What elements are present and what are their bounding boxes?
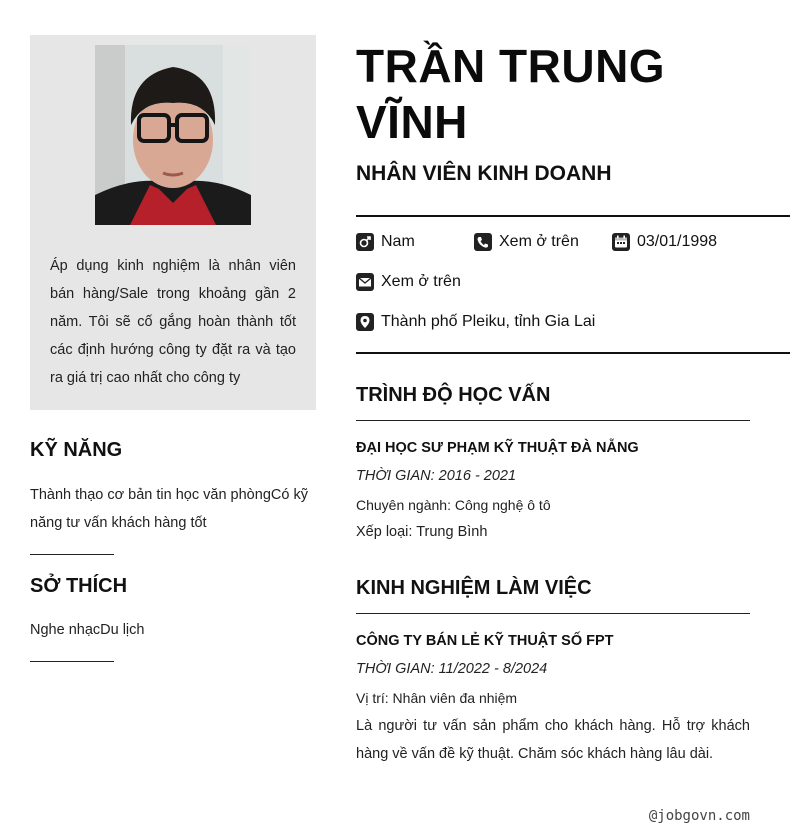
contact-email — [356, 272, 461, 292]
education-title: TRÌNH ĐỘ HỌC VẤN — [356, 384, 551, 406]
hobbies-text: Nghe nhạcDu lịch — [30, 622, 145, 638]
contact-birthday — [612, 232, 717, 252]
divider — [30, 661, 114, 662]
email-value: Xem ở trên — [381, 273, 461, 290]
location-pin-icon — [356, 313, 374, 331]
contact-gender — [356, 232, 415, 252]
divider — [30, 554, 114, 555]
company-name: CÔNG TY BÁN LẺ KỸ THUẬT SỐ FPT — [356, 633, 614, 649]
contact-address — [356, 312, 595, 332]
phone-value: Xem ở trên — [499, 233, 579, 250]
experience-position: Vị trí: Nhân viên đa nhiệm — [356, 690, 518, 706]
hobbies-title: SỞ THÍCH — [30, 575, 128, 597]
watermark: @jobgovn.com — [648, 808, 750, 824]
education-grade: Xếp loại: Trung Bình — [356, 524, 488, 540]
education-period: THỜI GIAN: 2016 - 2021 — [356, 468, 517, 484]
phone-icon — [474, 233, 492, 251]
experience-title: KINH NGHIỆM LÀM VIỆC — [356, 577, 592, 599]
birthday-value: 03/01/1998 — [637, 233, 718, 250]
contact-bottom-rule — [356, 352, 790, 354]
skills-title: KỸ NĂNG — [30, 439, 123, 461]
skills-text: Thành thạo cơ bản tin học văn phòngCó kỹ năng tư vấn khách hàng tốt — [30, 487, 308, 531]
mail-icon — [356, 273, 374, 291]
address-value: Thành phố Pleiku, tỉnh Gia Lai — [381, 313, 596, 330]
person-photo-icon — [95, 45, 251, 225]
contact-phone — [474, 232, 579, 252]
gender-value: Nam — [381, 233, 415, 250]
contact-top-rule — [356, 215, 790, 217]
profile-photo — [95, 45, 251, 225]
experience-rule — [356, 613, 750, 614]
experience-period: THỜI GIAN: 11/2022 - 8/2024 — [356, 661, 548, 677]
candidate-name: TRẦN TRUNG VĨNH — [356, 40, 666, 148]
calendar-icon — [612, 233, 630, 251]
school-name: ĐẠI HỌC SƯ PHẠM KỸ THUẬT ĐÀ NẴNG — [356, 440, 639, 456]
profile-panel — [30, 35, 316, 410]
profile-summary: Áp dụng kinh nghiệm là nhân viên bán hàng/Sale trong khoảng gần 2 năm. Tôi sẽ cố gắng hoàn thành tốt các định hướng công ty đặt ra và tạo ra giá trị cao nhất cho công ty — [50, 258, 296, 386]
experience-description: Là người tư vấn sản phẩm cho khách hàng. Hỗ trợ khách hàng về vấn đề kỹ thuật. Chăm sóc khách hàng lâu dài. — [356, 718, 750, 762]
gender-icon — [356, 233, 374, 251]
education-major: Chuyên ngành: Công nghệ ô tô — [356, 497, 551, 513]
education-rule — [356, 420, 750, 421]
job-title: NHÂN VIÊN KINH DOANH — [356, 162, 612, 185]
